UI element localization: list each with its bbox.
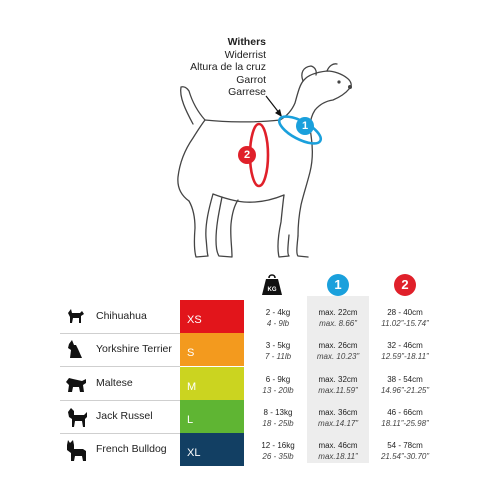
withers-translation: Garrese <box>228 86 266 99</box>
neck-cell <box>305 374 371 396</box>
size-label-cell <box>180 300 244 333</box>
dog-silhouette-icon <box>62 403 90 431</box>
chest-in: 21.54”-30.70” <box>380 452 430 461</box>
dog-silhouette-icon <box>62 336 90 364</box>
size-label-cell <box>180 333 244 366</box>
size-label-cell <box>180 433 244 466</box>
dog-silhouette-icon <box>62 370 90 398</box>
chest-in: 14.96”-21.25” <box>380 386 430 395</box>
weight-kg: 12 - 16kg <box>261 441 295 450</box>
chest-cell <box>372 440 438 462</box>
size-table-row <box>0 300 500 333</box>
column-header-chest-badge: 2 <box>394 274 416 296</box>
breed-name: Maltese <box>96 377 133 389</box>
weight-lb: 7 - 11lb <box>264 352 292 361</box>
chest-in: 11.02”-15.74” <box>381 319 429 328</box>
neck-in: max.18.11” <box>318 452 358 461</box>
chest-in: 18.11”-25.98” <box>381 419 429 428</box>
size-label-cell <box>180 400 244 433</box>
size-label: L <box>187 414 194 426</box>
weight-kg: 8 - 13kg <box>263 408 293 417</box>
size-table-row <box>0 367 500 400</box>
neck-cell <box>305 440 371 462</box>
neck-cm: max. 46cm <box>318 441 358 450</box>
size-label: M <box>187 381 197 393</box>
chest-cm: 28 - 40cm <box>387 308 423 317</box>
weight-cell <box>245 374 311 396</box>
chest-in: 12.59”-18.11” <box>381 352 429 361</box>
weight-cell <box>245 440 311 462</box>
weight-cell <box>245 407 311 429</box>
chest-cell <box>372 407 438 429</box>
size-label: XL <box>187 447 201 459</box>
size-label-cell <box>180 367 244 400</box>
size-label: S <box>187 347 195 359</box>
neck-cell <box>305 307 371 329</box>
size-table-row <box>0 333 500 366</box>
weight-lb: 18 - 25lb <box>262 419 294 428</box>
chest-marker-badge: 2 <box>238 146 256 164</box>
neck-cm: max. 36cm <box>318 408 358 417</box>
chest-cell <box>372 340 438 362</box>
neck-in: max.11.59” <box>318 386 358 395</box>
neck-cm: max. 32cm <box>318 375 358 384</box>
chest-cm: 32 - 46cm <box>387 341 423 350</box>
withers-translation: Widerrist <box>224 48 266 61</box>
breed-name: French Bulldog <box>96 443 167 455</box>
breed-name: Chihuahua <box>96 310 147 322</box>
neck-cm: max. 26cm <box>318 341 358 350</box>
withers-caption <box>160 36 266 99</box>
weight-icon <box>261 272 283 296</box>
neck-in: max. 8.66” <box>319 319 357 328</box>
chest-cm: 54 - 78cm <box>387 441 423 450</box>
chest-cm: 38 - 54cm <box>387 375 423 384</box>
dog-silhouette-icon <box>62 303 90 331</box>
size-table-row <box>0 433 500 466</box>
withers-title: Withers <box>227 36 266 48</box>
withers-translation: Garrot <box>236 73 266 86</box>
column-header-neck-badge: 1 <box>327 274 349 296</box>
weight-cell <box>245 340 311 362</box>
weight-lb: 13 - 20lb <box>262 386 294 395</box>
weight-kg: 6 - 9kg <box>265 375 291 384</box>
chest-cell <box>372 307 438 329</box>
size-label: XS <box>187 314 202 326</box>
breed-name: Yorkshire Terrier <box>96 343 172 355</box>
breed-name: Jack Russel <box>96 410 153 422</box>
chest-cell <box>372 374 438 396</box>
neck-in: max. 10.23” <box>316 352 360 361</box>
dog-silhouette-icon <box>62 436 90 464</box>
weight-icon-label: KG <box>267 287 277 293</box>
weight-cell <box>245 307 311 329</box>
neck-cm: max. 22cm <box>318 308 358 317</box>
weight-kg: 2 - 4kg <box>265 308 291 317</box>
neck-cell <box>305 407 371 429</box>
weight-kg: 3 - 5kg <box>265 341 291 350</box>
size-table-row <box>0 400 500 433</box>
neck-marker-badge: 1 <box>296 117 314 135</box>
withers-translation: Altura de la cruz <box>190 61 266 74</box>
neck-cell <box>305 340 371 362</box>
weight-lb: 4 - 9lb <box>266 319 290 328</box>
neck-in: max.14.17” <box>317 419 359 428</box>
weight-lb: 26 - 35lb <box>262 452 294 461</box>
chest-cm: 46 - 66cm <box>387 408 423 417</box>
